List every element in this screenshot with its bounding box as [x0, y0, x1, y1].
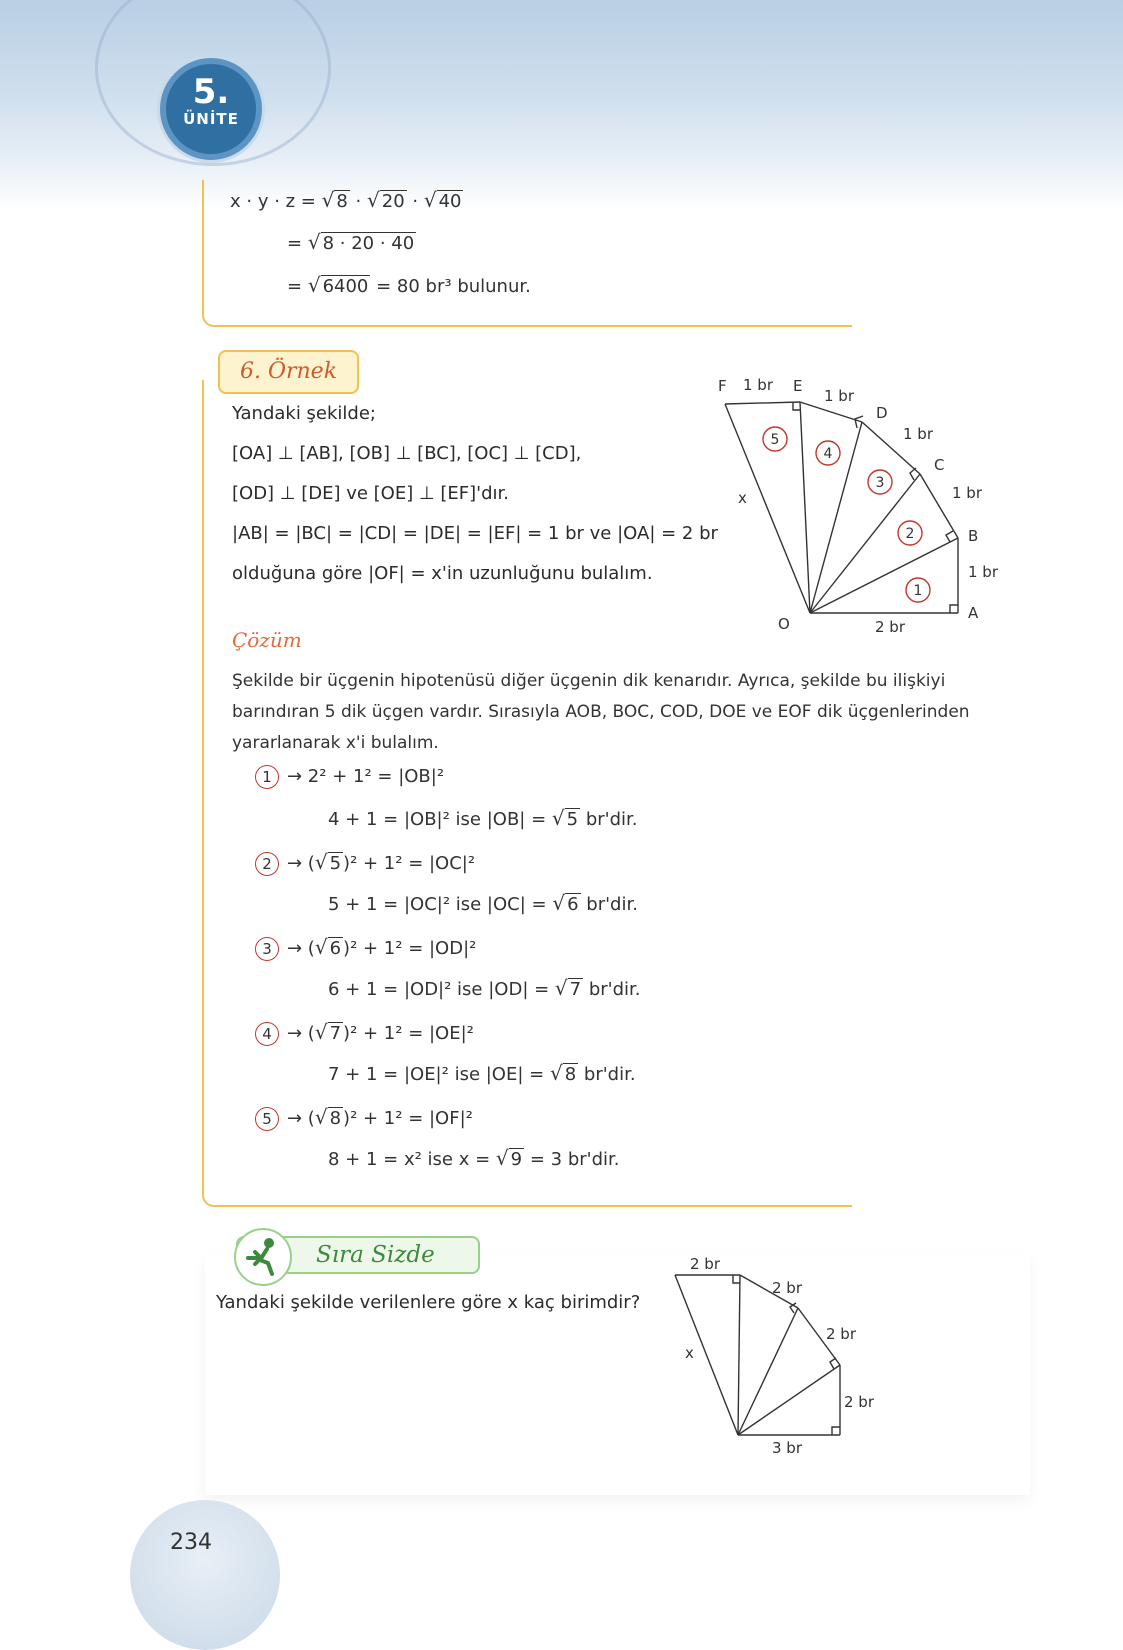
exercise-figure — [660, 1250, 900, 1465]
page-number: 234 — [170, 1530, 212, 1555]
sqrt-40: √ 40 — [423, 188, 462, 212]
sqrt-8: √ 8 — [321, 188, 348, 212]
step-3-result: 6 + 1 = |OD|² ise |OD| = √ 7 br'dir. — [328, 976, 641, 1000]
example-label: 6. Örnek — [218, 350, 359, 394]
step-1-equation: 1 → 2² + 1² = |OB|² — [255, 765, 444, 789]
sira-sizde-label: Sıra Sizde — [316, 1242, 435, 1268]
segment-cd: 1 br — [903, 425, 933, 443]
point-D: D — [876, 404, 888, 422]
point-F: F — [718, 377, 727, 395]
solution-paragraph: Şekilde bir üçgenin hipotenüsü diğer üçgenin dik kenarıdır. Ayrıca, şekilde bu ilişkiyi barındıran 5 dik üçgen vardır. Sırasıyla AOB, BOC, COD, DOE ve EOF dik üçgenlerinden yararlanarak x'i bulalım. — [232, 671, 970, 753]
sqrt-20: √ 20 — [367, 188, 405, 212]
solution-title: Çözüm — [232, 628, 302, 652]
step-2-result: 5 + 1 = |OC|² ise |OC| = √ 6 br'dir. — [328, 891, 638, 915]
step-1-result: 4 + 1 = |OB|² ise |OB| = √ 5 br'dir. — [328, 806, 638, 830]
step-2-equation: 2 → (√ 5 )² + 1² = |OC|² — [255, 850, 475, 876]
step-number-5: 5 — [255, 1107, 279, 1131]
segment-label-2: 2 br — [772, 1279, 802, 1297]
segment-label-3: 2 br — [826, 1325, 856, 1343]
base-label: 3 br — [772, 1439, 802, 1457]
segment-label-4: 2 br — [844, 1393, 874, 1411]
segment-label-1: 2 br — [690, 1255, 720, 1273]
exercise-panel — [205, 1255, 1030, 1495]
exercise-question: Yandaki şekilde verilenlere göre x kaç birimdir? — [216, 1292, 641, 1313]
step-number-2: 2 — [255, 852, 279, 876]
step-5-result: 8 + 1 = x² ise x = √ 9 = 3 br'dir. — [328, 1146, 620, 1170]
example-line-3: [OD] ⊥ [DE] ve [OE] ⊥ [EF]'dır. — [232, 483, 509, 504]
step-5-equation: 5 → (√ 8 )² + 1² = |OF|² — [255, 1105, 473, 1131]
triangle-label-4: 4 — [823, 446, 833, 462]
step-4-equation: 4 → (√ 7 )² + 1² = |OE|² — [255, 1020, 474, 1046]
segment-bc: 1 br — [952, 484, 982, 502]
calc-result: = 80 br³ bulunur. — [376, 276, 531, 297]
point-A: A — [968, 604, 979, 622]
segment-ef: 1 br — [743, 376, 773, 394]
triangle-label-5: 5 — [770, 432, 780, 448]
calc-line-3: = √ 6400 = 80 br³ bulunur. — [287, 273, 531, 297]
triangle-numbers — [763, 427, 930, 602]
step-number-4: 4 — [255, 1022, 279, 1046]
calc-line-1: x · y · z = √ 8 · √ 20 · √ 40 — [230, 188, 462, 212]
segment-de: 1 br — [824, 387, 854, 405]
calc-line-2: = √ 8 · 20 · 40 — [287, 230, 415, 254]
point-E: E — [793, 377, 803, 395]
segment-ab: 1 br — [968, 563, 998, 581]
triangle-label-3: 3 — [875, 475, 885, 491]
step-number-3: 3 — [255, 937, 279, 961]
example-line-4: |AB| = |BC| = |CD| = |DE| = |EF| = 1 br ve |OA| = 2 br — [232, 523, 718, 544]
step-number-1: 1 — [255, 765, 279, 789]
triangle-label-2: 2 — [905, 526, 915, 542]
triangle-label-1: 1 — [913, 583, 923, 599]
step-3-equation: 3 → (√ 6 )² + 1² = |OD|² — [255, 935, 476, 961]
unit-label: ÜNİTE — [183, 110, 239, 128]
page-number-decoration — [130, 1500, 280, 1650]
spiral-figure — [700, 370, 1030, 650]
x-label: x — [738, 489, 747, 507]
point-O: O — [778, 615, 790, 633]
x-label-2: x — [685, 1344, 694, 1362]
sqrt-6400: √ 6400 — [307, 273, 369, 297]
point-C: C — [934, 456, 945, 474]
runner-arrow-icon — [234, 1228, 292, 1286]
sira-sizde-header — [216, 1228, 480, 1278]
sqrt-product: √ 8 · 20 · 40 — [307, 230, 415, 254]
point-B: B — [968, 527, 979, 545]
unit-number: 5. — [192, 72, 230, 112]
example-line-1: Yandaki şekilde; — [232, 403, 376, 424]
calc-lhs: x · y · z = — [230, 191, 316, 212]
unit-badge — [160, 58, 262, 160]
example-line-5: olduğuna göre |OF| = x'in uzunluğunu bulalım. — [232, 563, 653, 584]
example-line-2: [OA] ⊥ [AB], [OB] ⊥ [BC], [OC] ⊥ [CD], — [232, 443, 582, 464]
step-4-result: 7 + 1 = |OE|² ise |OE| = √ 8 br'dir. — [328, 1061, 636, 1085]
segment-oa: 2 br — [875, 618, 905, 636]
